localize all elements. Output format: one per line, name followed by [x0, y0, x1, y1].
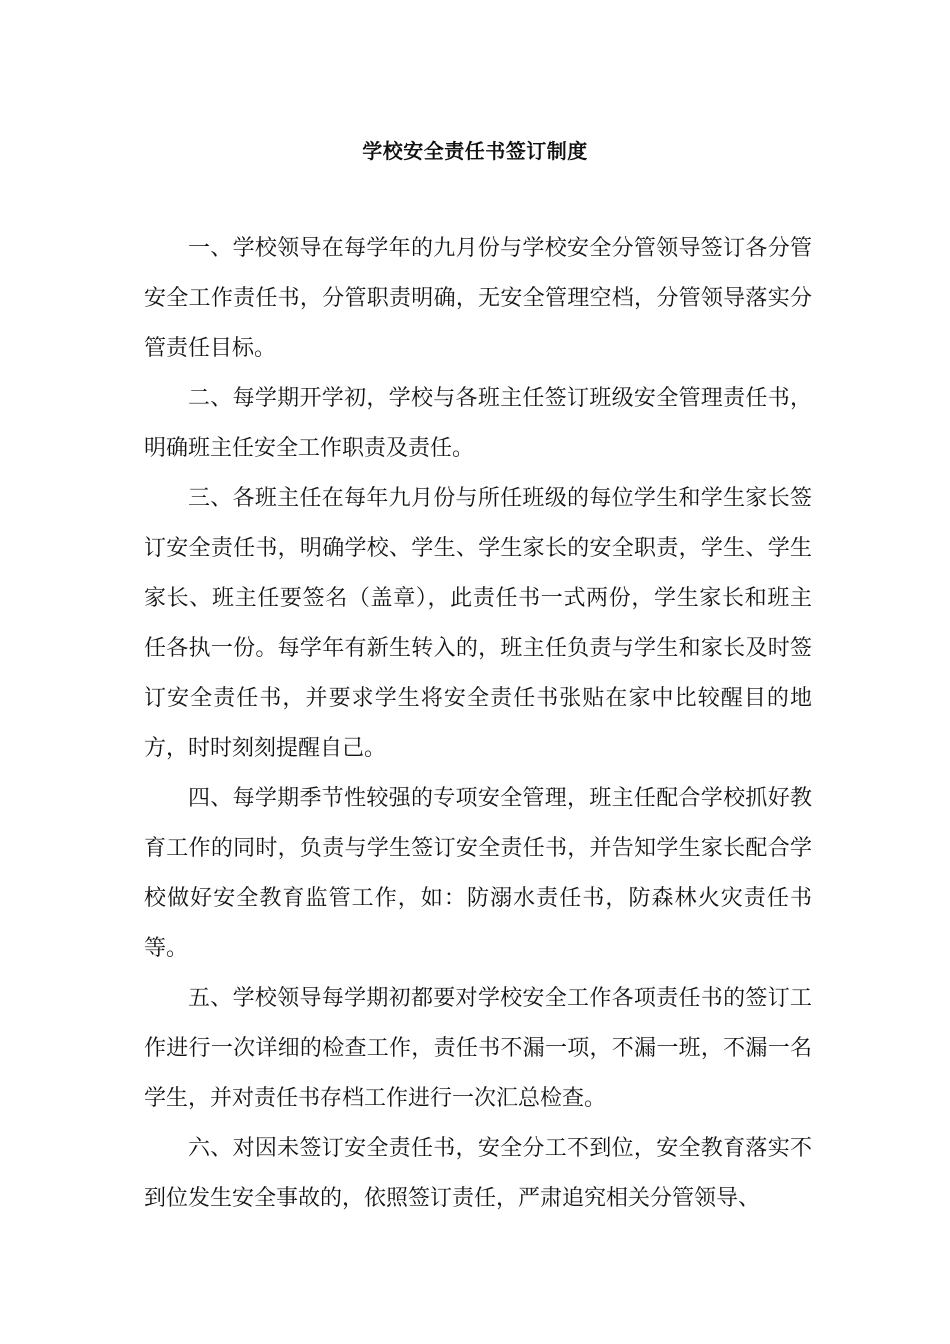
paragraph-1: 一、学校领导在每学年的九月份与学校安全分管领导签订各分管安全工作责任书，分管职责明确，无安全管理空档，分管领导落实分管责任目标。: [144, 236, 812, 361]
document-title: 学校安全责任书签订制度: [362, 139, 588, 163]
document-body: [144, 224, 812, 1224]
paragraph-3: 三、各班主任在每年九月份与所任班级的每位学生和学生家长签订安全责任书，明确学校、学生、学生家长的安全职责，学生、学生家长、班主任要签名（盖章），此责任书一式两份，学生家长和班主任各执一份。每学年有新生转入的，班主任负责与学生和家长及时签订安全责任书，并要求学生将安全责任书张贴在家中比较醒目的地方，时时刻刻提醒自己。: [144, 486, 812, 761]
paragraph-4: 四、每学期季节性较强的专项安全管理，班主任配合学校抓好教育工作的同时，负责与学生签订安全责任书，并告知学生家长配合学校做好安全教育监管工作，如：防溺水责任书，防森林火灾责任书等。: [144, 786, 812, 961]
paragraph-2: 二、每学期开学初，学校与各班主任签订班级安全管理责任书，明确班主任安全工作职责及责任。: [144, 386, 812, 461]
paragraph-6: 六、对因未签订安全责任书，安全分工不到位，安全教育落实不到位发生安全事故的，依照签订责任，严肃追究相关分管领导、: [144, 1136, 812, 1211]
paragraph-5: 五、学校领导每学期初都要对学校安全工作各项责任书的签订工作进行一次详细的检查工作，责任书不漏一项，不漏一班，不漏一名学生，并对责任书存档工作进行一次汇总检查。: [144, 986, 812, 1111]
